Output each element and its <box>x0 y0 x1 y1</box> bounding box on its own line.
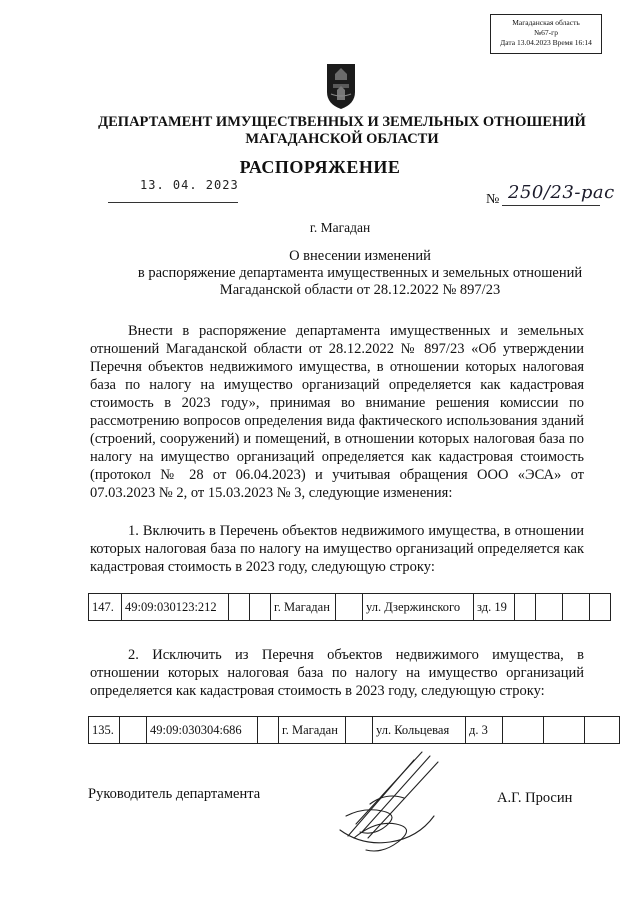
department-name-line1: ДЕПАРТАМЕНТ ИМУЩЕСТВЕННЫХ И ЗЕМЕЛЬНЫХ ОТНОШЕНИЙ <box>98 114 586 130</box>
item-1-paragraph: 1. Включить в Перечень объектов недвижимого имущества, в отношении которых налоговая база по налогу на имущество организаций определяется как кадастровая стоимость в 2023 году, следующую строку: <box>90 523 584 575</box>
document-date: 13. 04. 2023 <box>140 178 239 192</box>
include-row-table <box>88 593 611 621</box>
signatory-position: Руководитель департамента <box>88 786 261 802</box>
table-cell: 147. <box>89 594 122 621</box>
number-label: № <box>486 192 500 207</box>
table-cell: 135. <box>89 717 120 744</box>
table-cell <box>250 594 271 621</box>
table-cell <box>544 717 585 744</box>
table-cell: 49:09:030304:686 <box>147 717 258 744</box>
table-cell <box>563 594 590 621</box>
document-type: РАСПОРЯЖЕНИЕ <box>239 157 401 177</box>
table-cell: г. Магадан <box>279 717 346 744</box>
table-cell: зд. 19 <box>474 594 515 621</box>
table-row <box>89 717 620 744</box>
subject-line2: в распоряжение департамента имущественных и земельных отношений <box>137 265 583 281</box>
table-cell <box>336 594 363 621</box>
signatory-name: А.Г. Просин <box>497 790 573 806</box>
stamp-datetime: Дата 13.04.2023 Время 16:14 <box>500 38 592 47</box>
main-paragraph: Внести в распоряжение департамента имущественных и земельных отношений Магаданской области от 28.12.2022 № 897/23 «Об утверждении Перечня объектов недвижимого имущества, в отношении которых налоговая база по налогу на имущество организаций определяется как кадастровая стоимость в 2023 году», принимая во внимание решения комиссии по рассмотрению вопросов определения вида фактического использования зданий (строений, сооружений) и помещений, в отношении которых налоговая база по налогу на имущество организаций определяется как кадастровая стоимость (протокол № 28 от 06.04.2023) и учитывая обращения ООО «ЭСА» от 07.03.2023 № 2, от 15.03.2023 № 3, следующие изменения: <box>90 323 584 501</box>
table-cell <box>229 594 250 621</box>
table-cell <box>120 717 147 744</box>
item-2-paragraph: 2. Исключить из Перечня объектов недвижимого имущества, в отношении которых налоговая база по налогу на имущество организаций определяется как кадастровая стоимость в 2023 году, следующую строку: <box>90 647 584 699</box>
coat-of-arms-icon <box>325 62 357 110</box>
department-header <box>90 114 594 148</box>
table-row <box>89 594 611 621</box>
handwritten-signature <box>326 746 456 858</box>
table-cell <box>258 717 279 744</box>
table-cell: 49:09:030123:212 <box>122 594 229 621</box>
table-cell: д. 3 <box>466 717 503 744</box>
table-cell <box>536 594 563 621</box>
table-cell <box>346 717 373 744</box>
table-cell <box>585 717 620 744</box>
table-cell <box>515 594 536 621</box>
registration-stamp <box>490 14 602 54</box>
document-subject <box>90 248 630 299</box>
table-cell: ул. Дзержинского <box>363 594 474 621</box>
stamp-region: Магаданская область <box>512 18 580 27</box>
stamp-number: №67-гр <box>534 28 558 37</box>
department-name-line2: МАГАДАНСКОЙ ОБЛАСТИ <box>245 131 439 147</box>
number-underline <box>502 205 600 206</box>
table-cell: г. Магадан <box>271 594 336 621</box>
document-number: 250/23-рас <box>508 182 615 203</box>
table-cell <box>503 717 544 744</box>
date-underline <box>108 202 238 203</box>
city: г. Магадан <box>309 220 371 235</box>
table-cell <box>590 594 611 621</box>
subject-line1: О внесении изменений <box>289 248 431 264</box>
subject-line3: Магаданской области от 28.12.2022 № 897/23 <box>219 282 501 298</box>
table-cell: ул. Кольцевая <box>373 717 466 744</box>
exclude-row-table <box>88 716 620 744</box>
